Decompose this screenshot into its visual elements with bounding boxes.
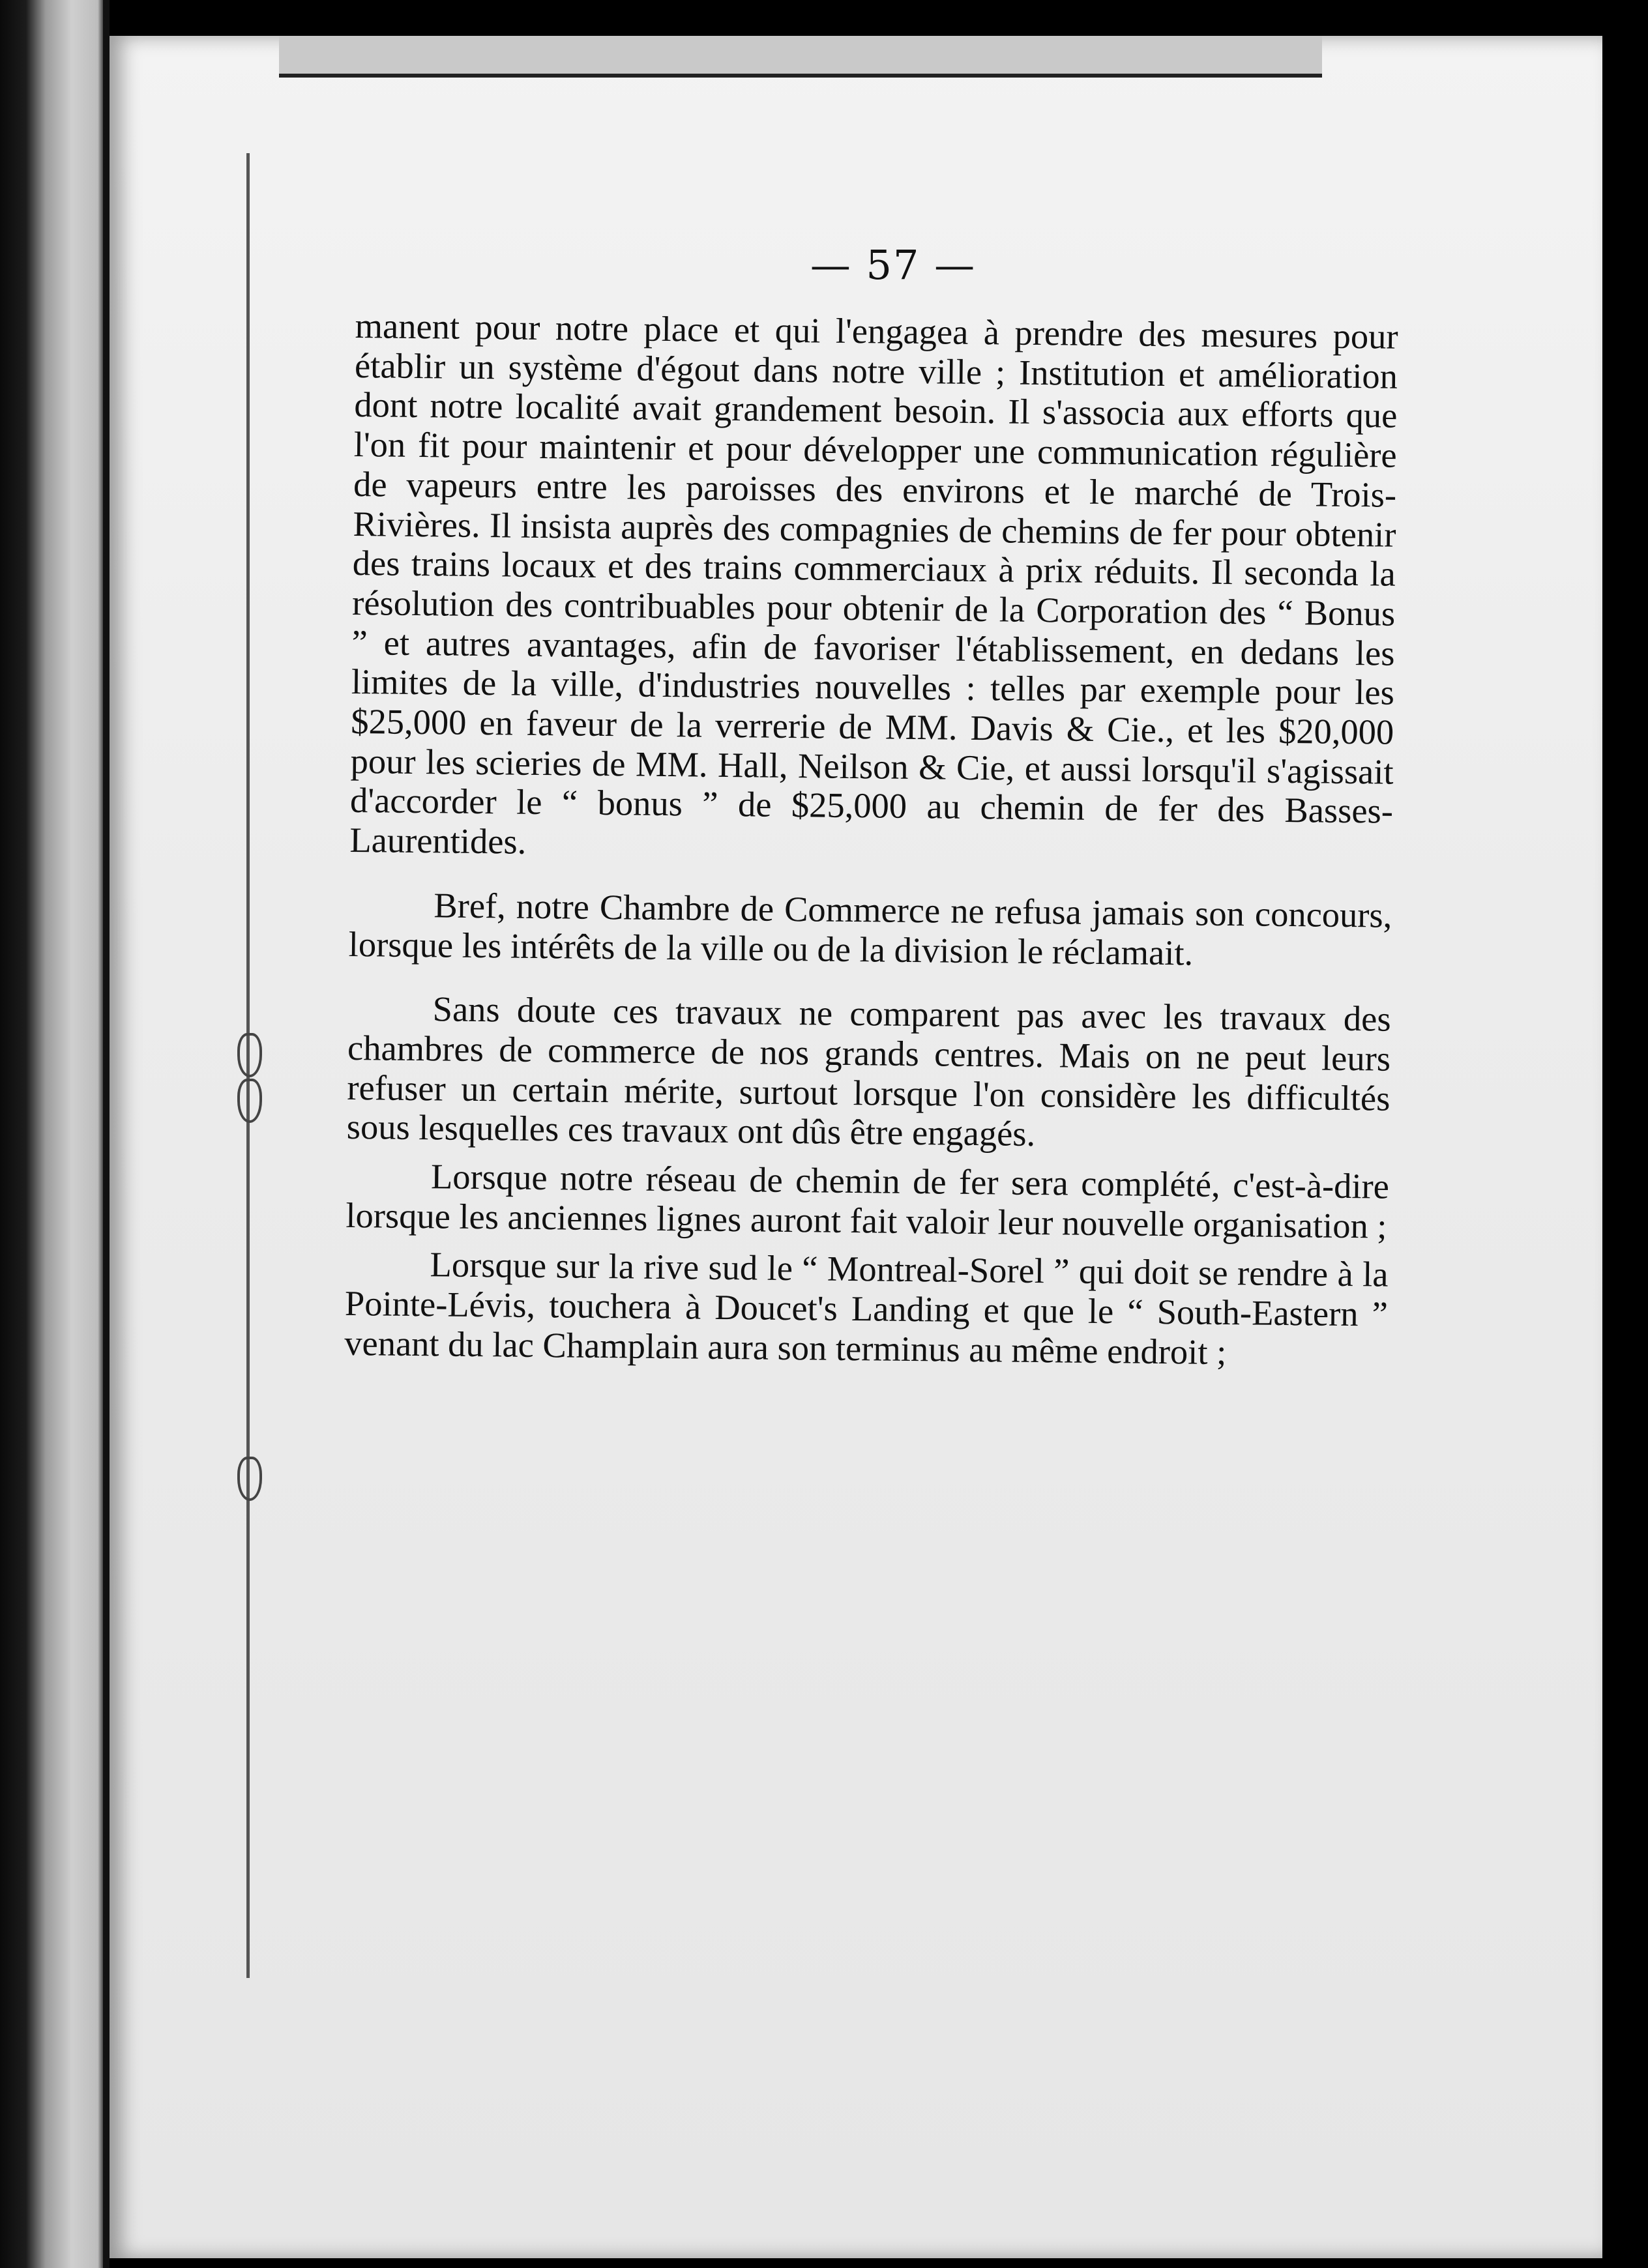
stitch-mark: [237, 1033, 262, 1077]
stitch-mark: [237, 1457, 262, 1501]
paragraph: Lorsque sur la rive sud le “ Montreal-Sorel ” qui doit se rendre à la Pointe-Lévis, touchera à Doucet's Landing et que le “ South-Eastern ” venant du lac Champlain aura son terminus au même endroit ;: [344, 1244, 1389, 1372]
paragraph: Lorsque notre réseau de chemin de fer sera complété, c'est-à-dire lorsque les anciennes lignes auront fait valoir leur nouvelle organisation ;: [346, 1156, 1390, 1246]
body-text: [344, 306, 1398, 1374]
facing-page-edge: [0, 0, 104, 2268]
paragraph: Sans doute ces travaux ne comparent pas avec les travaux des chambres de commerce de nos grands centres. Mais on ne peut leurs refuser un certain mérite, surtout lorsque l'on considère les difficultés sous lesquelles ces travaux ont dûs être engagés.: [346, 989, 1391, 1154]
top-page-strip: [279, 36, 1322, 78]
scan-border: [103, 0, 110, 2268]
paragraph: manent pour notre place et qui l'engagea à prendre des mesures pour établir un système d'égout dans notre ville ; Institution et amélioration dont notre localité avait grandement besoin. Il s'associa aux efforts que l'on fit pour maintenir et pour développer une communication régulière de vapeurs entre les paroisses des environs et le marché de Trois-Rivières. Il insista auprès des compagnies de chemins de fer pour obtenir des trains locaux et des trains commerciaux à prix réduits. Il seconda la résolution des contribuables pour obtenir de la Corporation des “ Bonus ” et autres avantages, afin de favoriser l'établissement, en dedans les limites de la ville, d'industries nouvelles : telles par exemple pour les $25,000 en faveur de la verrerie de MM. Davis & Cie., et les $20,000 pour les scieries de MM. Hall, Neilson & Cie, et aussi lorsqu'il s'agissait d'accorder le “ bonus ” de $25,000 au chemin de fer des Basses-Laurentides.: [349, 306, 1398, 862]
paragraph: Bref, notre Chambre de Commerce ne refusa jamais son concours, lorsque les intérêts de la ville ou de la division le réclamait.: [348, 885, 1392, 973]
page-number: — 57 —: [810, 241, 977, 289]
stitch-mark: [237, 1079, 262, 1123]
